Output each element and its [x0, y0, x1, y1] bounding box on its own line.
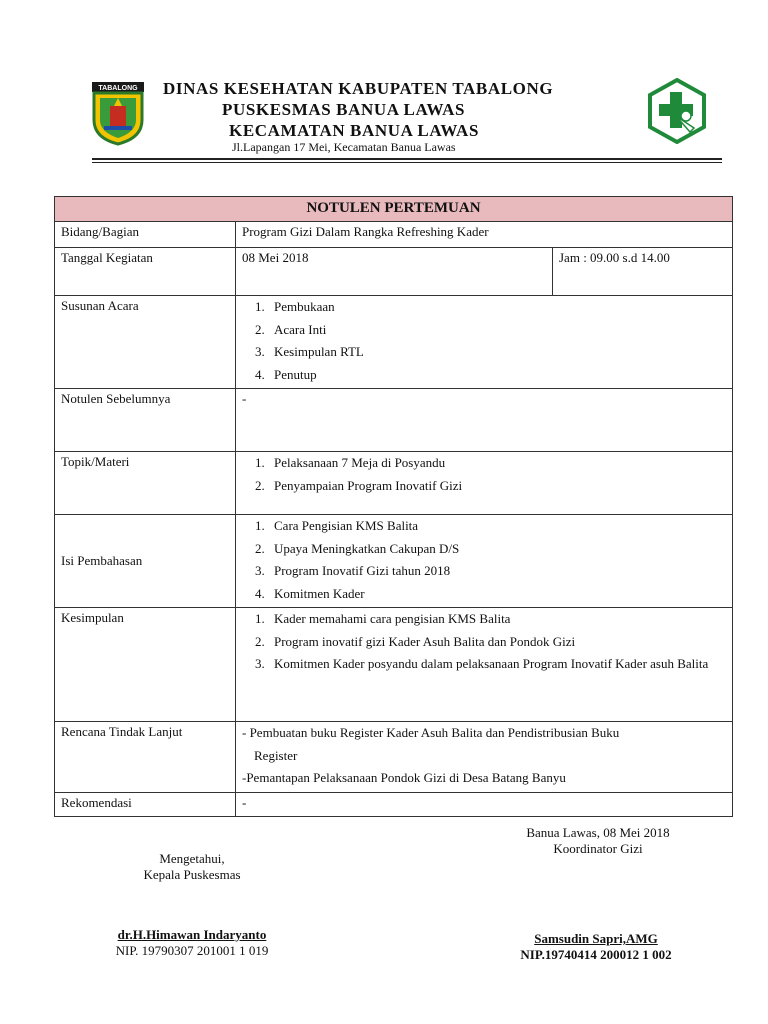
notulen-label: Notulen Sebelumnya: [55, 389, 236, 452]
signature-right-header: [500, 825, 696, 857]
table-row: [55, 452, 733, 515]
kesimpulan-cell: [236, 608, 733, 722]
minutes-table: [54, 196, 733, 817]
header-title-line3: KECAMATAN BANUA LAWAS: [229, 121, 479, 140]
isi-label: Isi Pembahasan: [55, 515, 236, 608]
left-role: Kepala Puskesmas: [143, 867, 241, 882]
rekomendasi-value: -: [236, 792, 733, 816]
tanggal-label: Tanggal Kegiatan: [55, 248, 236, 296]
list-item: 4. Penutup: [268, 364, 726, 387]
logo-caption: TABALONG: [98, 85, 138, 92]
right-signatory-nip: NIP.19740414 200012 1 002: [520, 947, 672, 962]
left-signatory-nip: NIP. 19790307 201001 1 019: [115, 943, 269, 958]
table-row: [55, 296, 733, 389]
list-item: 3. Kesimpulan RTL: [268, 341, 726, 364]
kesimpulan-label: Kesimpulan: [55, 608, 236, 722]
list-item: 2. Acara Inti: [268, 319, 726, 342]
rtl-line1-cont: Register: [254, 747, 298, 763]
puskesmas-logo-icon: [646, 78, 708, 144]
rekomendasi-label: Rekomendasi: [55, 792, 236, 816]
bidang-value: Program Gizi Dalam Rangka Refreshing Kader: [236, 222, 733, 248]
rtl-cell: [236, 722, 733, 793]
notulen-value: -: [236, 389, 733, 452]
list-item: 4. Komitmen Kader: [268, 583, 726, 606]
left-acknowledge: Mengetahui,: [159, 851, 225, 866]
jam-value: Jam : 09.00 s.d 14.00: [553, 248, 733, 296]
list-item: 2. Penyampaian Program Inovatif Gizi: [268, 475, 726, 498]
header-title-line1: DINAS KESEHATAN KABUPATEN TABALONG: [163, 79, 554, 98]
signature-right-block: [496, 931, 696, 963]
topik-cell: [236, 452, 733, 515]
table-title: NOTULEN PERTEMUAN: [55, 197, 733, 222]
list-item: 2. Upaya Meningkatkan Cakupan D/S: [268, 538, 726, 561]
susunan-label: Susunan Acara: [55, 296, 236, 389]
table-row: [55, 389, 733, 452]
tanggal-value: 08 Mei 2018: [236, 248, 553, 296]
header-title-line2: PUSKESMAS BANUA LAWAS: [222, 100, 466, 119]
topik-label: Topik/Materi: [55, 452, 236, 515]
header-divider-thin: [92, 162, 722, 163]
header-address: Jl.Lapangan 17 Mei, Kecamatan Banua Lawas: [232, 140, 456, 154]
rtl-label: Rencana Tindak Lanjut: [55, 722, 236, 793]
list-item: 1. Kader memahami cara pengisian KMS Balita: [268, 608, 726, 631]
table-row: [55, 792, 733, 816]
table-row: [55, 515, 733, 608]
rtl-line2: -Pemantapan Pelaksanaan Pondok Gizi di Desa Batang Banyu: [242, 770, 566, 785]
list-item: 1. Pembukaan: [268, 296, 726, 319]
susunan-cell: [236, 296, 733, 389]
list-item: 3. Program Inovatif Gizi tahun 2018: [268, 560, 726, 583]
left-signatory-name: dr.H.Himawan Indaryanto: [117, 927, 267, 942]
signature-left-header: [122, 851, 262, 883]
place-date: Banua Lawas, 08 Mei 2018: [526, 825, 670, 840]
bidang-label: Bidang/Bagian: [55, 222, 236, 248]
rtl-line1: - Pembuatan buku Register Kader Asuh Balita dan Pendistribusian Buku: [242, 725, 620, 740]
table-row: [55, 722, 733, 793]
right-signatory-name: Samsudin Sapri,AMG: [534, 931, 658, 946]
right-role: Koordinator Gizi: [553, 841, 643, 856]
list-item: 3. Komitmen Kader posyandu dalam pelaksanaan Program Inovatif Kader asuh Balita: [268, 653, 726, 676]
table-row: [55, 608, 733, 722]
isi-cell: [236, 515, 733, 608]
list-item: 1. Cara Pengisian KMS Balita: [268, 515, 726, 538]
signature-left-block: [92, 927, 292, 959]
table-title-row: [55, 197, 733, 222]
list-item: 1. Pelaksanaan 7 Meja di Posyandu: [268, 452, 726, 475]
list-item: 2. Program inovatif gizi Kader Asuh Balita dan Pondok Gizi: [268, 631, 726, 654]
table-row: [55, 222, 733, 248]
tabalong-regency-logo-icon: [90, 80, 146, 146]
header-divider: [92, 158, 722, 160]
table-row: [55, 248, 733, 296]
